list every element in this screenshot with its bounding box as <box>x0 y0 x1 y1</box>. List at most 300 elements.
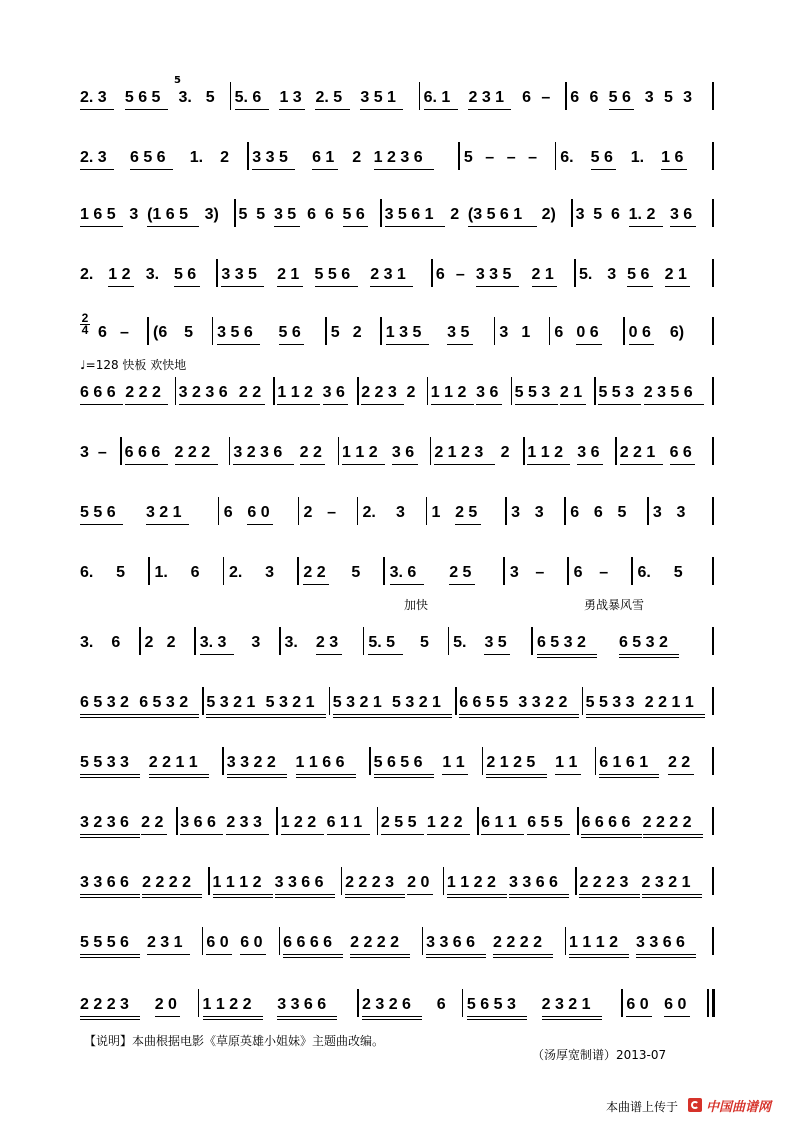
barline <box>458 142 460 170</box>
beam-line <box>342 464 385 465</box>
barline <box>176 807 178 835</box>
note-group: 2. 5 <box>315 89 343 106</box>
score-line <box>0 323 792 383</box>
note-group: 3 3 6 6 <box>636 934 685 951</box>
note-group: – <box>119 324 129 341</box>
note-group: (3 5 6 1 <box>467 206 523 223</box>
beam-line <box>643 834 703 835</box>
beam-line <box>486 777 546 778</box>
barline <box>503 557 505 585</box>
beam-line <box>518 714 578 715</box>
barline <box>147 317 149 345</box>
beam-line <box>362 1016 422 1017</box>
barline <box>175 377 177 405</box>
note-group: 0 6 <box>628 324 651 341</box>
beam-line <box>213 897 273 898</box>
beam-line <box>661 169 687 170</box>
note-group: 6. <box>80 564 94 581</box>
barline <box>279 927 281 955</box>
beam-line <box>221 286 264 287</box>
note-group: 6 <box>589 89 599 106</box>
note-group: 6 6 6 6 <box>581 814 631 831</box>
note-group: 3 5 <box>484 634 507 651</box>
beam-line <box>174 286 200 287</box>
barline <box>422 927 424 955</box>
barline <box>222 747 224 775</box>
beam-line <box>80 524 123 525</box>
barline <box>229 437 231 465</box>
beam-line <box>434 464 494 465</box>
note-group: 2 2 2 2 <box>493 934 542 951</box>
barline <box>582 687 584 715</box>
note-group: 3. 3 <box>199 634 227 651</box>
note-group: 5 <box>463 149 473 166</box>
barline <box>712 867 714 895</box>
score-line <box>0 813 792 873</box>
beam-line <box>345 894 405 895</box>
beam-line <box>149 777 209 778</box>
note-group: 1 1 2 <box>342 444 378 461</box>
beam-line <box>374 777 434 778</box>
note-group: 5 3 2 1 <box>265 694 315 711</box>
note-group: 2 1 2 5 <box>486 754 536 771</box>
note-group: 2 <box>220 149 230 166</box>
note-group: 3 3 6 6 <box>509 874 558 891</box>
tempo-marking: ♩=128 快板 欢快地 <box>80 358 187 372</box>
note-group: 5 5 3 <box>514 384 551 401</box>
note-group: 5 5 6 <box>314 266 351 283</box>
beam-line <box>227 774 287 775</box>
beam-line <box>80 1016 140 1017</box>
beam-line <box>206 714 266 715</box>
beam-line <box>527 464 570 465</box>
barline <box>426 497 428 525</box>
note-group: 0 6 <box>576 324 599 341</box>
beam-line <box>233 464 293 465</box>
barline <box>712 687 714 715</box>
barline <box>712 437 714 465</box>
barline <box>462 989 464 1017</box>
beam-line <box>315 286 358 287</box>
note-group: 3 <box>251 634 261 651</box>
beam-line <box>577 464 603 465</box>
beam-line <box>591 169 617 170</box>
beam-line <box>586 717 646 718</box>
beam-line <box>275 897 335 898</box>
note-group: 3 <box>511 504 521 521</box>
note-group: 6 0 <box>206 934 229 951</box>
beam-line <box>599 777 659 778</box>
beam-line <box>599 774 659 775</box>
note-group: 3 2 1 <box>145 504 182 521</box>
barline <box>363 627 365 655</box>
beam-line <box>392 717 452 718</box>
beam-line <box>312 169 338 170</box>
note-group: 6 5 6 <box>129 149 166 166</box>
note-group: 3 5 <box>447 324 470 341</box>
barline <box>329 687 331 715</box>
barline <box>712 557 714 585</box>
beam-line <box>374 169 434 170</box>
note-group: 1 2 <box>108 266 131 283</box>
beam-line <box>644 404 704 405</box>
note-group: 1 2 3 6 <box>373 149 423 166</box>
barline <box>712 82 714 110</box>
note-group: 3 <box>607 266 617 283</box>
time-signature-bottom: 4 <box>81 323 89 337</box>
beam-line <box>442 774 468 775</box>
barline <box>120 437 122 465</box>
note-group: 6 6 5 5 <box>459 694 509 711</box>
note-group: 5 <box>256 206 266 223</box>
barline <box>621 989 623 1017</box>
beam-line <box>146 524 189 525</box>
barline <box>338 437 340 465</box>
barline <box>567 557 569 585</box>
note-group: 2 5 <box>449 564 472 581</box>
note-group: 2. <box>80 266 94 283</box>
note-group: 3) <box>204 206 219 223</box>
note-group: 2 <box>166 634 176 651</box>
note-group: 3 2 3 6 <box>233 444 283 461</box>
beam-line <box>175 464 218 465</box>
note-group: 6 <box>307 206 317 223</box>
beam-line <box>620 464 663 465</box>
beam-line <box>476 404 502 405</box>
score-line <box>0 693 792 753</box>
footer-credit: （汤厚宽制谱）2013-07 <box>532 1048 667 1062</box>
note-group: 5 5 5 6 <box>80 934 129 951</box>
score-line <box>0 265 792 325</box>
note-group: 6 1 1 <box>481 814 517 831</box>
score-line <box>0 383 792 443</box>
barline <box>430 437 432 465</box>
barline <box>555 142 557 170</box>
beam-line <box>217 344 260 345</box>
beam-line <box>142 897 202 898</box>
note-group: 6 1 <box>312 149 335 166</box>
note-group: 2 2 2 3 <box>345 874 394 891</box>
note-group: 1 6 5 <box>80 206 116 223</box>
beam-line <box>509 894 569 895</box>
barline <box>431 259 433 287</box>
note-group: 6 <box>111 634 121 651</box>
beam-line <box>664 1016 690 1017</box>
note-group: 2 3 1 <box>468 89 505 106</box>
beam-line <box>275 894 335 895</box>
barline <box>341 867 343 895</box>
score-line <box>0 205 792 265</box>
note-group: 2 3 2 6 <box>362 996 411 1013</box>
note-group: 5 6 5 <box>124 89 161 106</box>
note-group: 5 6 5 6 <box>373 754 423 771</box>
note-group: 3 <box>652 504 662 521</box>
beam-line <box>252 169 295 170</box>
note-group: 3. <box>284 634 298 651</box>
barline <box>325 317 327 345</box>
beam-line <box>476 286 519 287</box>
note-group: 5 6 <box>278 324 301 341</box>
beam-line <box>277 404 320 405</box>
note-group: 3 3 6 6 <box>274 874 324 891</box>
barline <box>148 557 150 585</box>
beam-line <box>643 837 703 838</box>
note-group: (6 <box>152 324 168 341</box>
beam-line <box>515 404 558 405</box>
barline <box>247 142 249 170</box>
beam-line <box>130 169 173 170</box>
beam-line <box>80 404 123 405</box>
note-group: 6. 1 <box>423 89 451 106</box>
note-group: 2 <box>406 384 416 401</box>
note-group: 6 <box>570 89 580 106</box>
barline <box>380 317 382 345</box>
note-group: 2 2 2 <box>174 444 211 461</box>
beam-line <box>80 717 140 718</box>
barline <box>647 497 649 525</box>
note-group: 5 <box>419 634 429 651</box>
barline <box>208 867 210 895</box>
note-group: 6 <box>98 324 107 341</box>
note-group: 6 6 6 <box>80 384 116 401</box>
barline <box>448 627 450 655</box>
note-group: 3 6 <box>322 384 345 401</box>
barline <box>494 317 496 345</box>
beam-line <box>333 714 393 715</box>
beam-line <box>200 654 234 655</box>
note-group: 5 6 <box>342 206 365 223</box>
note-group: 5 5 3 3 <box>80 754 129 771</box>
note-group: 3 5 6 1 <box>384 206 434 223</box>
beam-line <box>627 286 653 287</box>
barline <box>565 927 567 955</box>
note-group: 3. <box>80 634 94 651</box>
note-group: 6 <box>593 504 603 521</box>
beam-line <box>80 957 140 958</box>
beam-line <box>586 714 646 715</box>
note-group: 6) <box>669 324 685 341</box>
beam-line <box>361 404 404 405</box>
beam-line <box>80 226 123 227</box>
barline <box>273 377 275 405</box>
note-group: 1 1 2 <box>430 384 467 401</box>
note-group: 1 1 2 <box>277 384 313 401</box>
barline <box>574 259 576 287</box>
beam-line <box>576 344 602 345</box>
note-group: 1 1 2 <box>527 444 563 461</box>
beam-line <box>303 584 329 585</box>
beam-line <box>390 584 424 585</box>
beam-line <box>239 404 265 405</box>
note-group: 2 2 1 1 <box>644 694 694 711</box>
note-group: 2 <box>303 504 313 521</box>
note-group: 5 <box>673 564 683 581</box>
barline <box>564 497 566 525</box>
note-group: – <box>535 564 545 581</box>
site-name: 中国曲谱网 <box>706 1100 772 1115</box>
note-group: 2 3 3 <box>226 814 262 831</box>
beam-line <box>609 109 635 110</box>
beam-line <box>468 226 537 227</box>
note-group: 2 5 5 <box>380 814 417 831</box>
note-group: 1 1 2 2 <box>446 874 496 891</box>
beam-line <box>179 404 239 405</box>
beam-line <box>493 954 553 955</box>
marking-expression: 勇战暴风雪 <box>584 598 645 612</box>
beam-line <box>125 109 168 110</box>
beam-line <box>362 1019 422 1020</box>
beam-line <box>80 1019 140 1020</box>
beam-line <box>277 1019 337 1020</box>
note-group: 1 1 <box>555 754 578 771</box>
beam-line <box>226 834 269 835</box>
note-group: 3 <box>644 89 654 106</box>
beam-line <box>277 1016 337 1017</box>
note-group: 2 2 2 3 <box>80 996 129 1013</box>
beam-line <box>333 717 393 718</box>
beam-line <box>431 404 474 405</box>
marking-faster: 加快 <box>404 598 429 612</box>
note-group: 5 <box>351 564 361 581</box>
beam-line <box>213 894 273 895</box>
beam-line <box>283 957 343 958</box>
barline <box>212 317 214 345</box>
beam-line <box>206 954 232 955</box>
barline <box>594 377 596 405</box>
note-group: 2. <box>362 504 376 521</box>
beam-line <box>315 109 349 110</box>
note-group: 1 <box>431 504 441 521</box>
barline <box>298 497 300 525</box>
note-group: 5. <box>453 634 467 651</box>
beam-line <box>668 774 694 775</box>
note-group: 6 5 3 2 <box>80 694 129 711</box>
note-group: 5 <box>205 89 215 106</box>
barline <box>712 142 714 170</box>
note-group: 3 5 <box>273 206 297 223</box>
beam-line <box>350 954 410 955</box>
note-group: 3 3 5 <box>252 149 288 166</box>
beam-line <box>327 834 370 835</box>
note-group: 6 0 <box>626 996 649 1013</box>
note-group: 3 5 6 <box>217 324 253 341</box>
note-group: 5 6 5 3 <box>466 996 516 1013</box>
score-line <box>0 148 792 208</box>
beam-line <box>532 286 558 287</box>
time-signature-top: 2 <box>81 311 89 325</box>
beam-line <box>203 1016 263 1017</box>
beam-line <box>80 774 140 775</box>
beam-line <box>537 654 597 655</box>
note-group: 6 <box>435 266 445 283</box>
note-group: 3 3 6 6 <box>277 996 327 1013</box>
footer-note: 【说明】本曲根据电影《草原英雄小姐妹》主题曲改编。 <box>84 1034 385 1048</box>
beam-line <box>581 837 641 838</box>
note-group: 5 5 6 <box>80 504 116 521</box>
barline <box>377 807 379 835</box>
barline <box>712 317 714 345</box>
note-group: 3 6 6 <box>180 814 216 831</box>
beam-line <box>493 957 553 958</box>
beam-line <box>665 286 691 287</box>
note-group: – <box>506 149 516 166</box>
beam-line <box>240 954 266 955</box>
note-group: 6 <box>610 206 620 223</box>
beam-line <box>670 464 696 465</box>
note-group: 6 1 1 <box>326 814 363 831</box>
note-group: 6 0 <box>247 504 270 521</box>
note-group: 6. <box>560 149 574 166</box>
note-group: 5 <box>593 206 603 223</box>
note-group: 2 1 <box>664 266 687 283</box>
note-group: 3 <box>676 504 686 521</box>
beam-line <box>277 286 303 287</box>
note-group: 2. 3 <box>80 149 107 166</box>
note-group: – <box>327 504 336 521</box>
note-group: 5. <box>578 266 593 283</box>
beam-line <box>247 524 273 525</box>
note-group: 5 <box>617 504 627 521</box>
beam-line <box>486 774 546 775</box>
note-group: 6 6 6 6 <box>283 934 333 951</box>
note-group: 3. <box>145 266 160 283</box>
note-group: 5 <box>238 206 248 223</box>
note-group: – <box>97 444 107 461</box>
note-group: 2 2 1 1 <box>148 754 198 771</box>
beam-line <box>509 897 569 898</box>
note-group: 1. <box>630 149 645 166</box>
beam-line <box>296 774 356 775</box>
note-group: 3 <box>683 89 693 106</box>
site-logo-icon <box>688 1098 702 1112</box>
beam-line <box>125 464 168 465</box>
beam-line <box>323 404 349 405</box>
barline <box>712 627 714 655</box>
note-group: 2 3 1 <box>146 934 183 951</box>
beam-line <box>279 109 305 110</box>
note-group: 3 6 <box>391 444 415 461</box>
barline <box>230 82 232 110</box>
note-group: 5 <box>663 89 673 106</box>
score-line <box>0 633 792 693</box>
barline <box>577 807 579 835</box>
note-group: 1. <box>154 564 168 581</box>
note-group: 1. 2 <box>628 206 656 223</box>
beam-line <box>427 834 470 835</box>
note-group: (1 6 5 <box>147 206 189 223</box>
beam-line <box>125 404 168 405</box>
barline <box>234 199 236 227</box>
beam-line <box>227 777 287 778</box>
note-group: 2. 3 <box>80 89 107 106</box>
note-group: 2 <box>352 149 362 166</box>
beam-line <box>316 654 342 655</box>
note-group: 1 3 <box>279 89 302 106</box>
note-group: 6 0 <box>664 996 687 1013</box>
beam-line <box>560 404 586 405</box>
note-group: 3 3 2 2 <box>518 694 568 711</box>
beam-line <box>386 344 429 345</box>
note-group: 3 3 5 <box>475 266 512 283</box>
beam-line <box>447 344 473 345</box>
note-group: 3. 6 <box>389 564 417 581</box>
note-group: 6 <box>436 996 446 1013</box>
beam-line <box>542 1016 602 1017</box>
beam-line <box>343 226 369 227</box>
beam-line <box>426 954 486 955</box>
barline <box>223 557 225 585</box>
beam-line <box>300 464 326 465</box>
